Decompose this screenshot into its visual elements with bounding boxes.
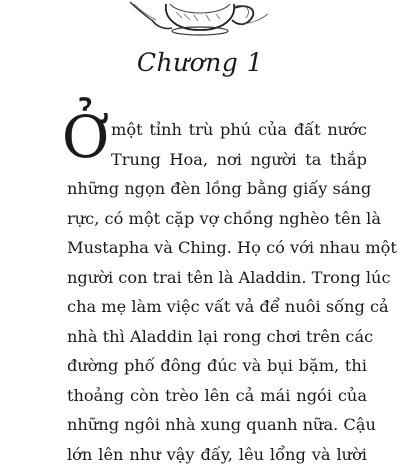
text-line: đường phố đông đúc và bụi bặm, thi [67, 351, 367, 381]
text-line: Trung Hoa, nơi người ta thắp [67, 145, 367, 175]
text-line: người con trai tên là Aladdin. Trong lúc [67, 263, 367, 293]
text-line: Mustapha và Ching. Họ có với nhau một [67, 233, 367, 263]
chapter-body-text [67, 115, 367, 469]
text-line: thoảng còn trèo lên cả mái ngói của [67, 381, 367, 411]
text-line: cha mẹ làm việc vất vả để nuôi sống cả [67, 292, 367, 322]
text-line: một tỉnh trù phú của đất nước [67, 115, 367, 145]
text-line: lớn lên như vậy đấy, lêu lổng và lười [67, 440, 367, 469]
text-line: nhà thì Aladdin lại rong chơi trên các [67, 322, 367, 352]
chapter-title: Chương 1 [0, 48, 400, 77]
teapot-illustration-icon [120, 0, 280, 40]
text-line: những ngọn đèn lồng bằng giấy sáng [67, 174, 367, 204]
drop-cap-letter: Ở [62, 105, 110, 169]
text-line: rực, có một cặp vợ chồng nghèo tên là [67, 204, 367, 234]
text-line: những ngôi nhà xung quanh nữa. Cậu [67, 410, 367, 440]
